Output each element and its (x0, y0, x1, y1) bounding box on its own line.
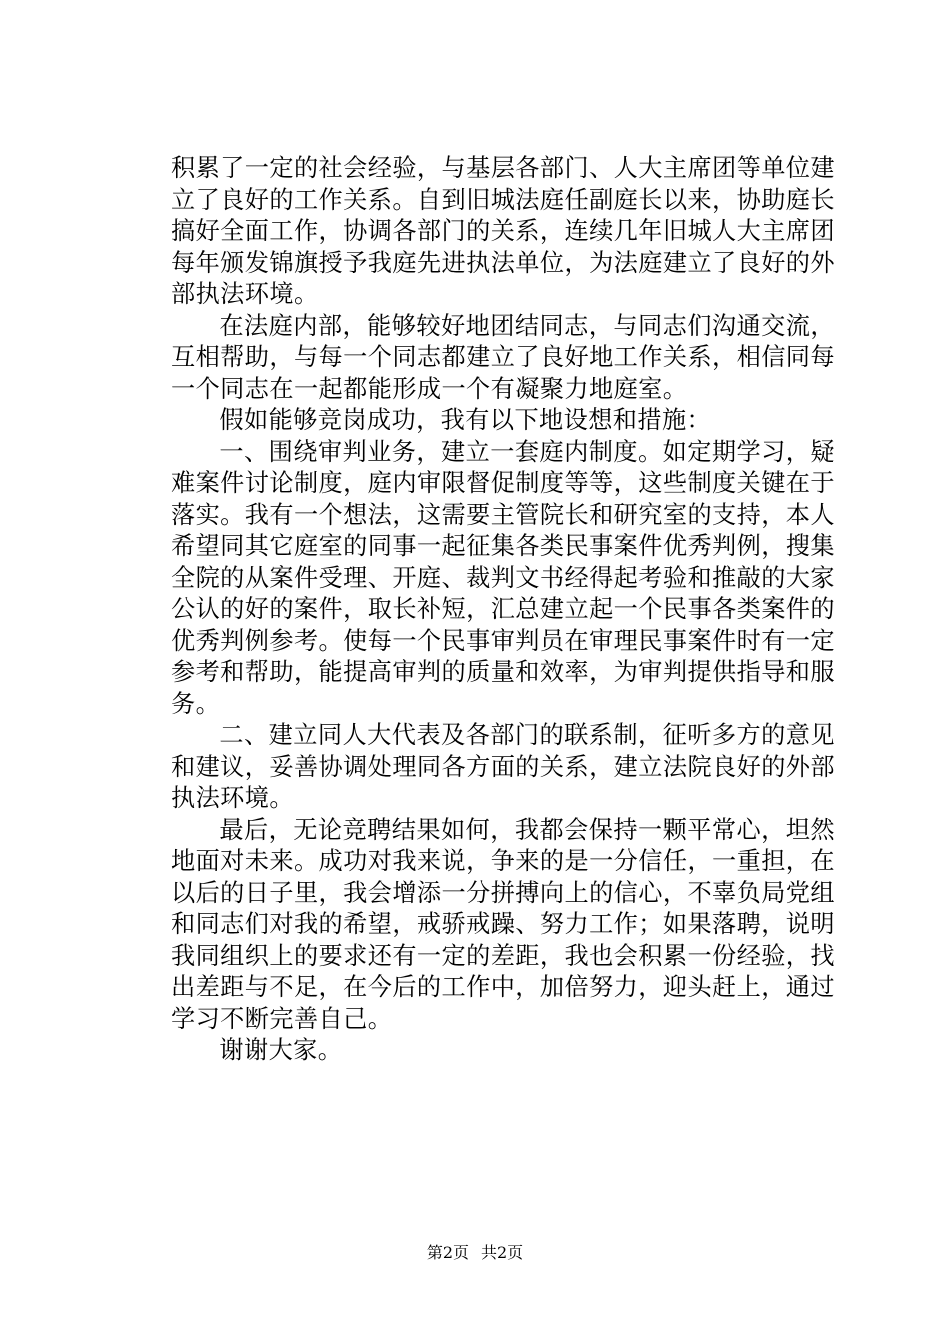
paragraph-5: 二、建立同人大代表及各部门的联系制，征听多方的意见和建议，妥善协调处理同各方面的关系，建立法院良好的外部执法环境。 (171, 721, 835, 812)
paragraph-7: 谢谢大家。 (219, 1036, 343, 1064)
paragraph-2: 在法庭内部，能够较好地团结同志，与同志们沟通交流，互相帮助，与每一个同志都建立了良好地工作关系，相信同每一个同志在一起都能形成一个有凝聚力地庭室。 (171, 311, 835, 403)
page-number-current: 第2页 (426, 1243, 469, 1262)
document-body (171, 153, 835, 1067)
paragraph-3: 假如能够竞岗成功，我有以下地设想和措施： (219, 406, 712, 434)
page-number-total: 共2页 (481, 1243, 524, 1262)
paragraph-1: 积累了一定的社会经验，与基层各部门、人大主席团等单位建立了良好的工作关系。自到旧城法庭任副庭长以来，协助庭长搞好全面工作，协调各部门的关系，连续几年旧城人大主席团每年颁发锦旗授予我庭先进执法单位，为法庭建立了良好的外部执法环境。 (171, 154, 835, 308)
paragraph-4: 一、围绕审判业务，建立一套庭内制度。如定期学习，疑难案件讨论制度，庭内审限督促制度等等，这些制度关键在于落实。我有一个想法，这需要主管院长和研究室的支持，本人希望同其它庭室的同事一起征集各类民事案件优秀判例，搜集全院的从案件受理、开庭、裁判文书经得起考验和推敲的大家公认的好的案件，取长补短，汇总建立起一个民事各类案件的优秀判例参考。使每一个民事审判员在审理民事案件时有一定参考和帮助，能提高审判的质量和效率，为审判提供指导和服务。 (171, 437, 835, 718)
paragraph-6: 最后，无论竞聘结果如何，我都会保持一颗平常心，坦然地面对未来。成功对我来说，争来的是一分信任，一重担，在以后的日子里，我会增添一分拼搏向上的信心，不辜负局党组和同志们对我的希望，戒骄戒躁、努力工作；如果落聘，说明我同组织上的要求还有一定的差距，我也会积累一份经验，找出差距与不足，在今后的工作中，加倍努力，迎头赶上，通过学习不断完善自己。 (171, 815, 835, 1033)
page-footer (0, 1243, 950, 1263)
